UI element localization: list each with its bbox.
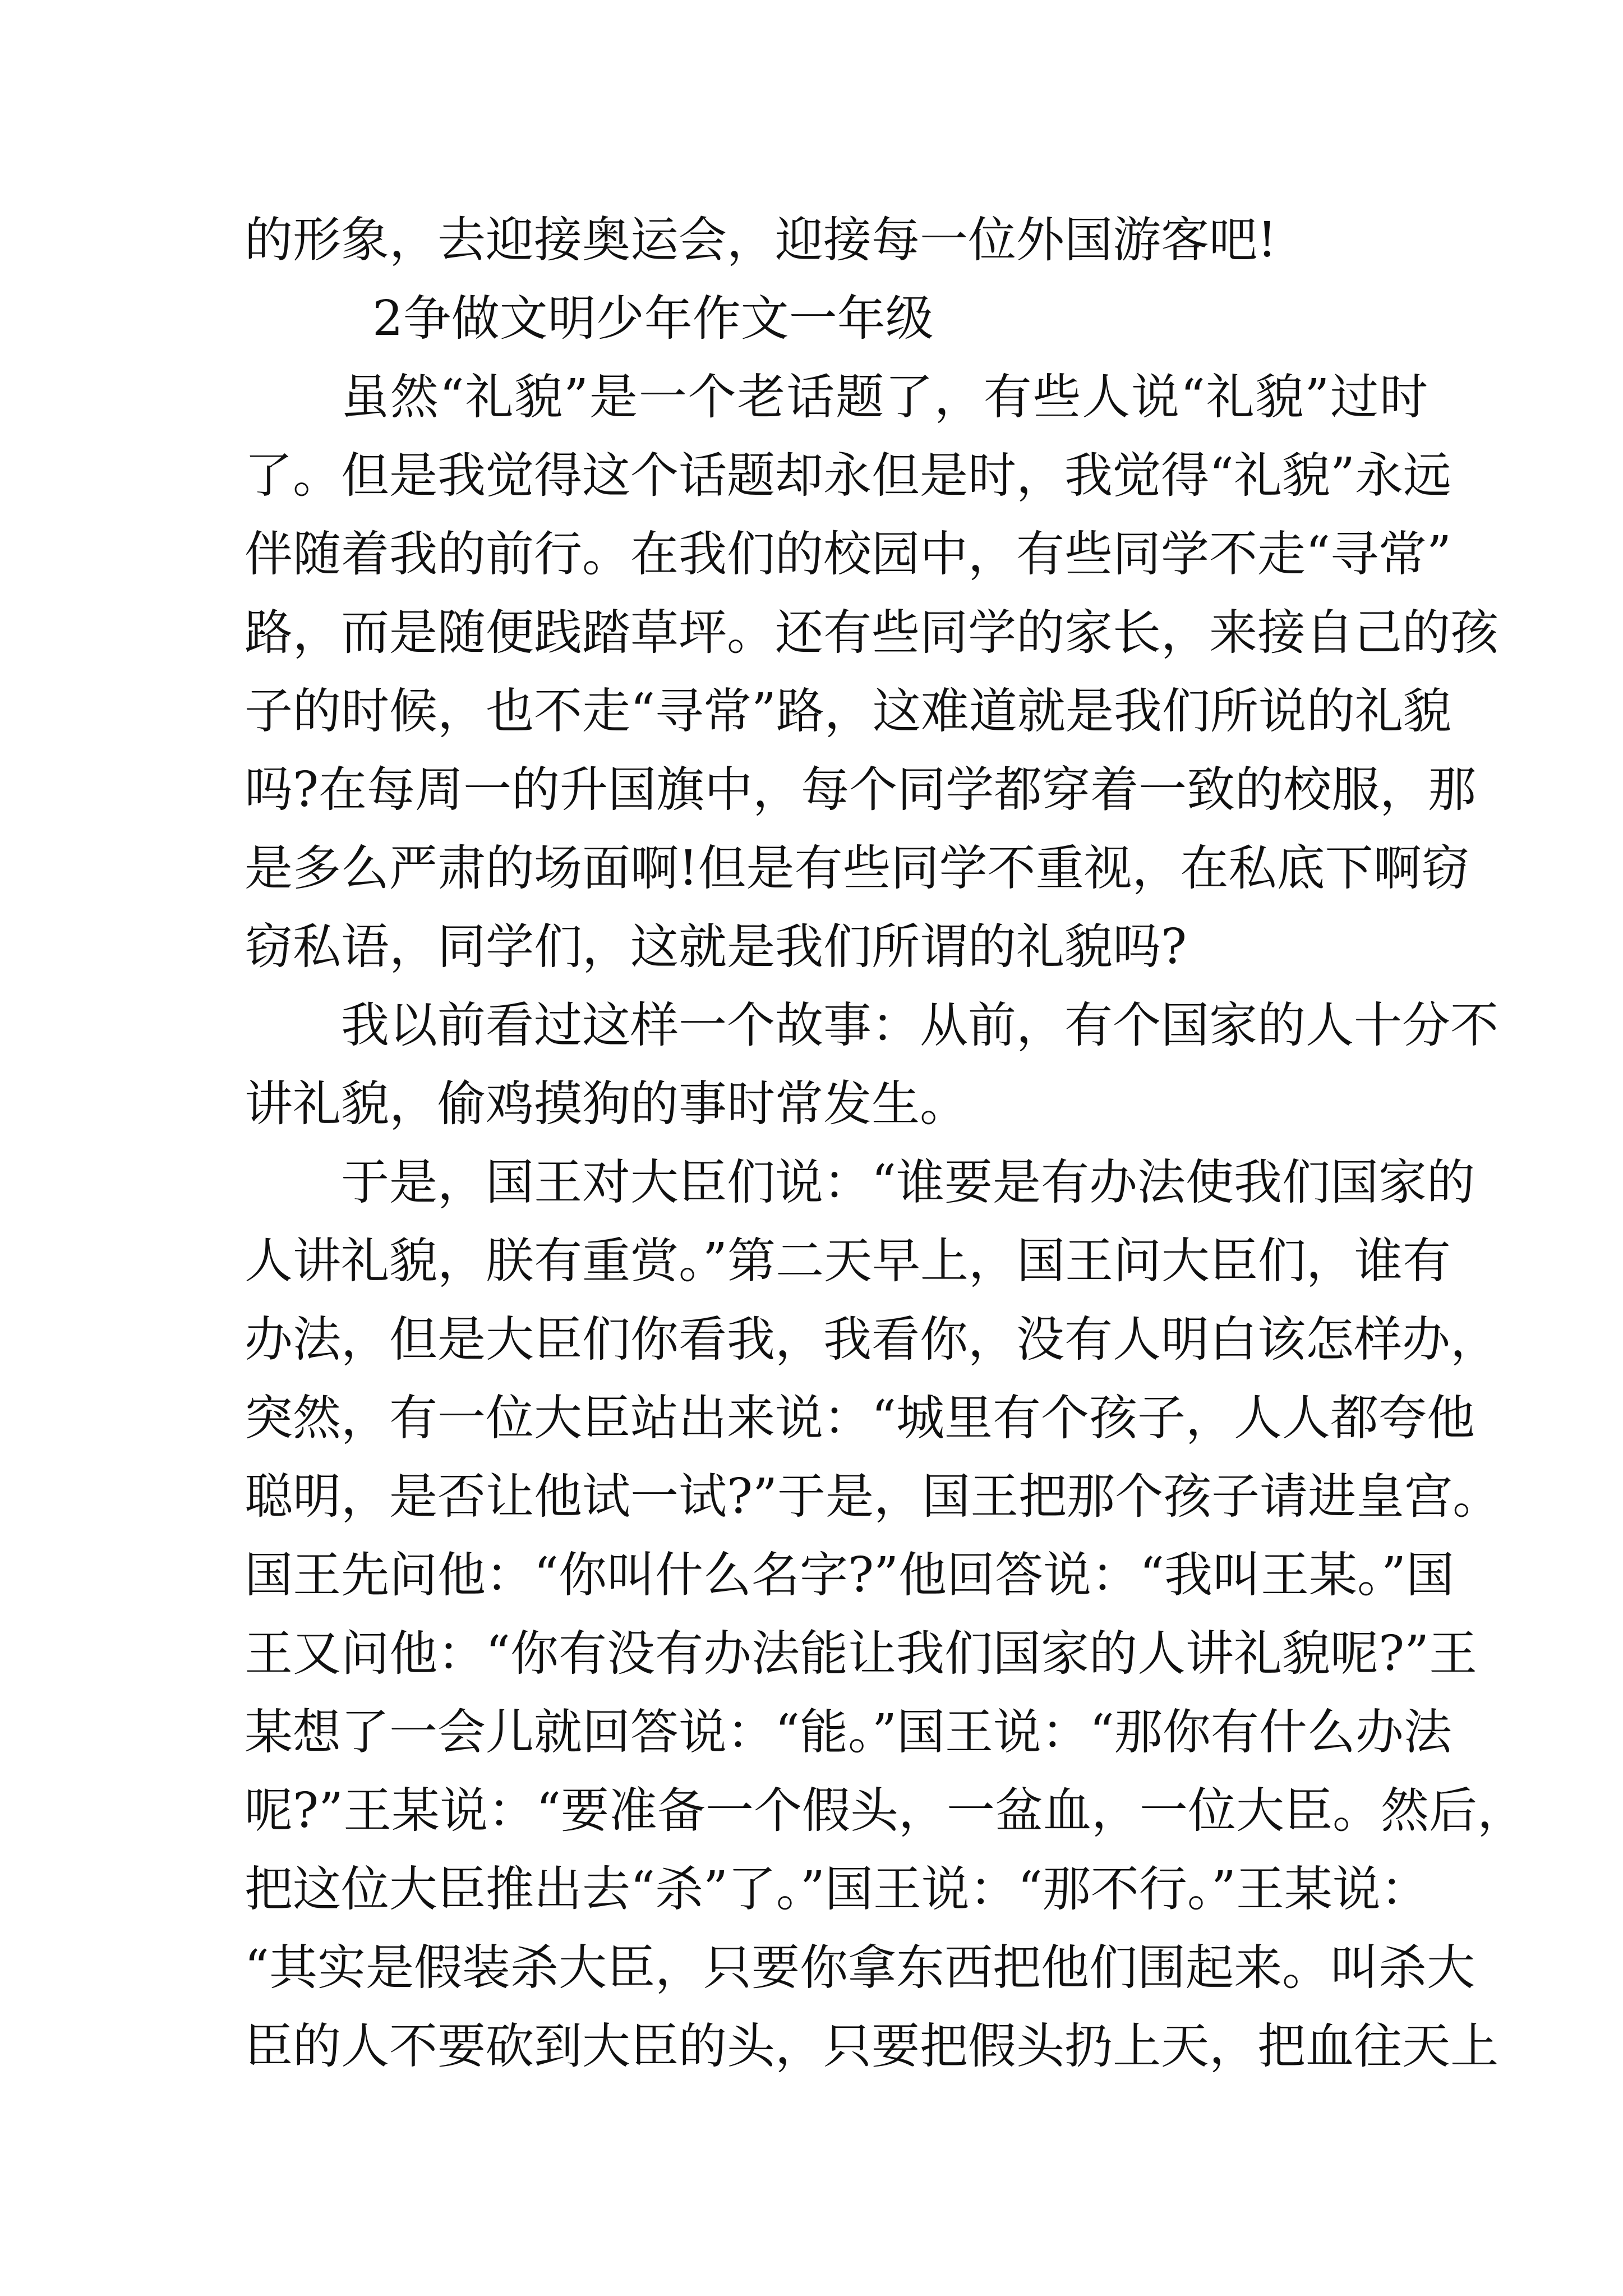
- paragraph-line: 是多么严肃的场面啊!但是有些同学不重视，在私底下啊窃: [245, 840, 1470, 896]
- paragraph-line: 窃私语，同学们，这就是我们所谓的礼貌吗?: [245, 919, 1187, 975]
- paragraph-line: 了。但是我觉得这个话题却永但是时，我觉得“礼貌”永远: [245, 448, 1451, 504]
- section-heading: 2争做文明少年作文一年级: [372, 291, 934, 347]
- paragraph-line: “其实是假装杀大臣，只要你拿东西把他们围起来。叫杀大: [245, 1940, 1475, 1996]
- paragraph-line: 突然，有一位大臣站出来说：“城里有个孩子，人人都夸他: [245, 1390, 1475, 1446]
- paragraph-line: 聪明，是否让他试一试?”于是，国王把那个孩子请进皇宫。: [245, 1469, 1501, 1525]
- paragraph-line: 办法，但是大臣们你看我，我看你，没有人明白该怎样办，: [245, 1312, 1498, 1368]
- paragraph-line: 呢?”王某说：“要准备一个假头，一盆血，一位大臣。然后，: [245, 1783, 1526, 1839]
- paragraph-line: 某想了一会儿就回答说：“能。”国王说：“那你有什么办法: [245, 1704, 1452, 1760]
- paragraph-line: 人讲礼貌，朕有重赏。”第二天早上，国王问大臣们，谁有: [245, 1233, 1451, 1289]
- article-body: [245, 201, 1526, 2086]
- paragraph-line: 臣的人不要砍到大臣的头，只要把假头扔上天，把血往天上: [245, 2018, 1498, 2074]
- paragraph-line: 于是，国王对大臣们说：“谁要是有办法使我们国家的: [341, 1154, 1475, 1211]
- paragraph-line: 吗?在每周一的升国旗中，每个同学都穿着一致的校服，那: [245, 762, 1477, 818]
- paragraph-line: 王又问他：“你有没有办法能让我们国家的人讲礼貌呢?”王: [245, 1626, 1478, 1682]
- paragraph-line: 伴随着我的前行。在我们的校园中，有些同学不走“寻常”: [245, 526, 1451, 582]
- paragraph-line: 子的时候，也不走“寻常”路，这难道就是我们所说的礼貌: [245, 683, 1451, 739]
- paragraph-line: 路，而是随便践踏草坪。还有些同学的家长，来接自己的孩: [245, 605, 1498, 661]
- paragraph-line: 我以前看过这样一个故事：从前，有个国家的人十分不: [341, 997, 1498, 1053]
- paragraph-line: 的形象，去迎接奥运会，迎接每一位外国游客吧!: [245, 212, 1277, 268]
- paragraph-line: 讲礼貌，偷鸡摸狗的事时常发生。: [245, 1076, 968, 1132]
- paragraph-line: 把这位大臣推出去“杀”了。”国王说：“那不行。”王某说：: [245, 1861, 1429, 1917]
- paragraph-line: 虽然“礼貌”是一个老话题了，有些人说“礼貌”过时: [341, 369, 1428, 425]
- paragraph-line: 国王先问他：“你叫什么名字?”他回答说：“我叫王某。”国: [245, 1547, 1454, 1603]
